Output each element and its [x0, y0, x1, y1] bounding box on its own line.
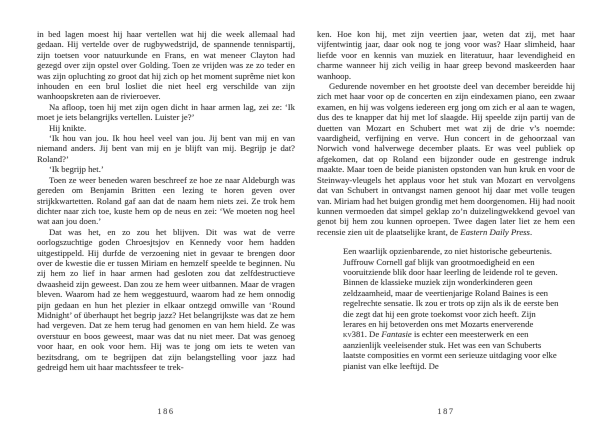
page-number-right: 187	[437, 407, 455, 416]
review-block-quote	[343, 246, 559, 371]
quote-text: is echter een meesterwerk en een aanzienlijk veeleisender stuk. Het was een van Schuberts laatste composities en vormt een serieuze uitdaging voor elke pianist van elke leeftijd. De	[343, 329, 557, 371]
paragraph: ‘Ik begrijp het.’	[49, 164, 104, 175]
italic-work-title: Fantasie	[381, 329, 412, 340]
paragraph: ‘Ik hou van jou. Ik hou heel veel van jou. Jij bent van mij en van niemand anders. Jij bent van mij en je blijft van mij. Begrijp je dat? Roland?’	[37, 133, 295, 164]
page-number-left: 186	[157, 407, 175, 416]
paragraph	[317, 81, 575, 237]
italic-newspaper-title: Eastern Daily Press	[460, 226, 530, 237]
quote-text: Een waarlijk opzienbarende, zo niet historische gebeurtenis. Juffrouw Cornell gaf blijk van grootmoedigheid en een vooruitziende blik door haar leerling de leidende rol te geven. Binnen de klassieke muziek zijn wonderkinderen geen zeldzaamheid, maar de veertienjarige Roland Baines is een regelrechte sensatie. Ik zou er trots op zijn als ik de eerste ben die zegt dat hij een grote toekomst voor zich heeft. Zijn lerares en hij betoverden ons met Mozarts enerverende	[343, 246, 559, 329]
page-right	[317, 29, 575, 429]
paragraph: Dat was het, en zo zou het blijven. Dit was wat de verre oorlogszuchtige goden Chroesjtsjov en Kennedy voor hem hadden uitgestippeld. Hij durfde de verzoening niet in gevaar te brengen door over de kwestie die er tussen Miriam en hemzelf speelde te beginnen. Nu zij hem zo lief in haar armen had gesloten zou dat zelfdestructieve dwaasheid zijn geweest. Dan zou ze hem weer uitbannen. Maar de vragen bleven. Waarom had ze hem weggestuurd, waarom had ze hem onnodig pijn gedaan en hun het plezier in elkaar ontzegd omwille van ‘Round Midnight’ of überhaupt het begrip jazz? Het belangrijkste was dat ze hem had vergeven. Dat ze hem terug had genomen en van hem hield. Ze was overstuur en boos geweest, maar was dat nu niet meer. Dat was genoeg voor haar, en ook voor hem. Hij was te jong om iets te weten van bezitsdrang, om te begrijpen dat zijn belangstelling voor jazz had gedreigd hem uit haar machtssfeer te trek-	[37, 226, 295, 372]
quote-text: . De	[364, 329, 382, 340]
paragraph-text: .	[529, 226, 533, 237]
paragraph-text: Gedurende november en het grootste deel van december bereidde hij zich met haar voor op de concerten en zijn eindexamen piano, een zwaar examen, en hij was volgens iedereen erg jong om zich er al aan te wagen, dus des te knapper dat hij met lof slaagde. Hij speelde zijn partij van de duetten van Mozart en Schubert met wat zij de drie v’s noemde: vaardigheid, verfijning en verve. Hun concert in de gehoorzaal van Norwich vond halverwege december plaats. Er was veel publiek op afgekomen, dat op Roland een bijzonder oude en gestrenge indruk maakte. Maar toen de beide pianisten opstonden van hun kruk en voor de Steinway-vleugels het applaus voor het stuk van Mozart en vervolgens dat van Schubert in ontvangst namen genoot hij daar met volle teugen van. Miriam had het buigen grondig met hem doorgenomen. Hij had nooit kunnen vermoeden dat simpel geklap zo’n duizelingwekkend gevoel van genot bij hem zou kunnen oproepen. Twee dagen later liet ze hem een recensie zien uit de plaatselijke krant, de	[317, 81, 575, 237]
paragraph: in bed lagen moest hij haar vertellen wat hij die week allemaal had gedaan. Hij vertelde over de rugbywedstrijd, de spannende tennispartij, zijn toetsen voor natuurkunde en Frans, en wat meneer Clayton had gezegd over zijn opstel over Golding. Toen ze vrijden was ze zo teder en was zijn opluchting zo groot dat hij zich op het moment suprême niet kon inhouden en een brul losliet die niet heel erg verschilde van zijn wanhoopskreten aan de rivieroever.	[37, 29, 295, 102]
paragraph: ken. Hoe kon hij, met zijn veertien jaar, weten dat zij, met haar vijfentwintig jaar, daar ook nog te jong voor was? Haar slimheid, haar liefde voor en kennis van muziek en literatuur, haar levendigheid en charme wanneer hij zich veilig in haar greep bevond maskeerden haar wanhoop.	[317, 29, 575, 81]
page-left	[37, 29, 295, 429]
paragraph: Na afloop, toen hij met zijn ogen dicht in haar armen lag, zei ze: ‘Ik moet je iets belangrijks vertellen. Luister je?’	[37, 101, 295, 123]
paragraph: Hij knikte.	[49, 122, 87, 133]
paragraph: Toen ze weer beneden waren beschreef ze hoe ze naar Aldeburgh was gereden om Benjamin Britten een lezing te horen geven over strijkkwartetten. Roland gaf aan dat de naam hem niets zei. Ze trok hem dichter naar zich toe, kuste hem op de neus en zei: ‘We moeten nog heel wat aan jou doen.’	[37, 174, 295, 227]
smallcaps-catalogue-number: kv381	[343, 329, 365, 340]
